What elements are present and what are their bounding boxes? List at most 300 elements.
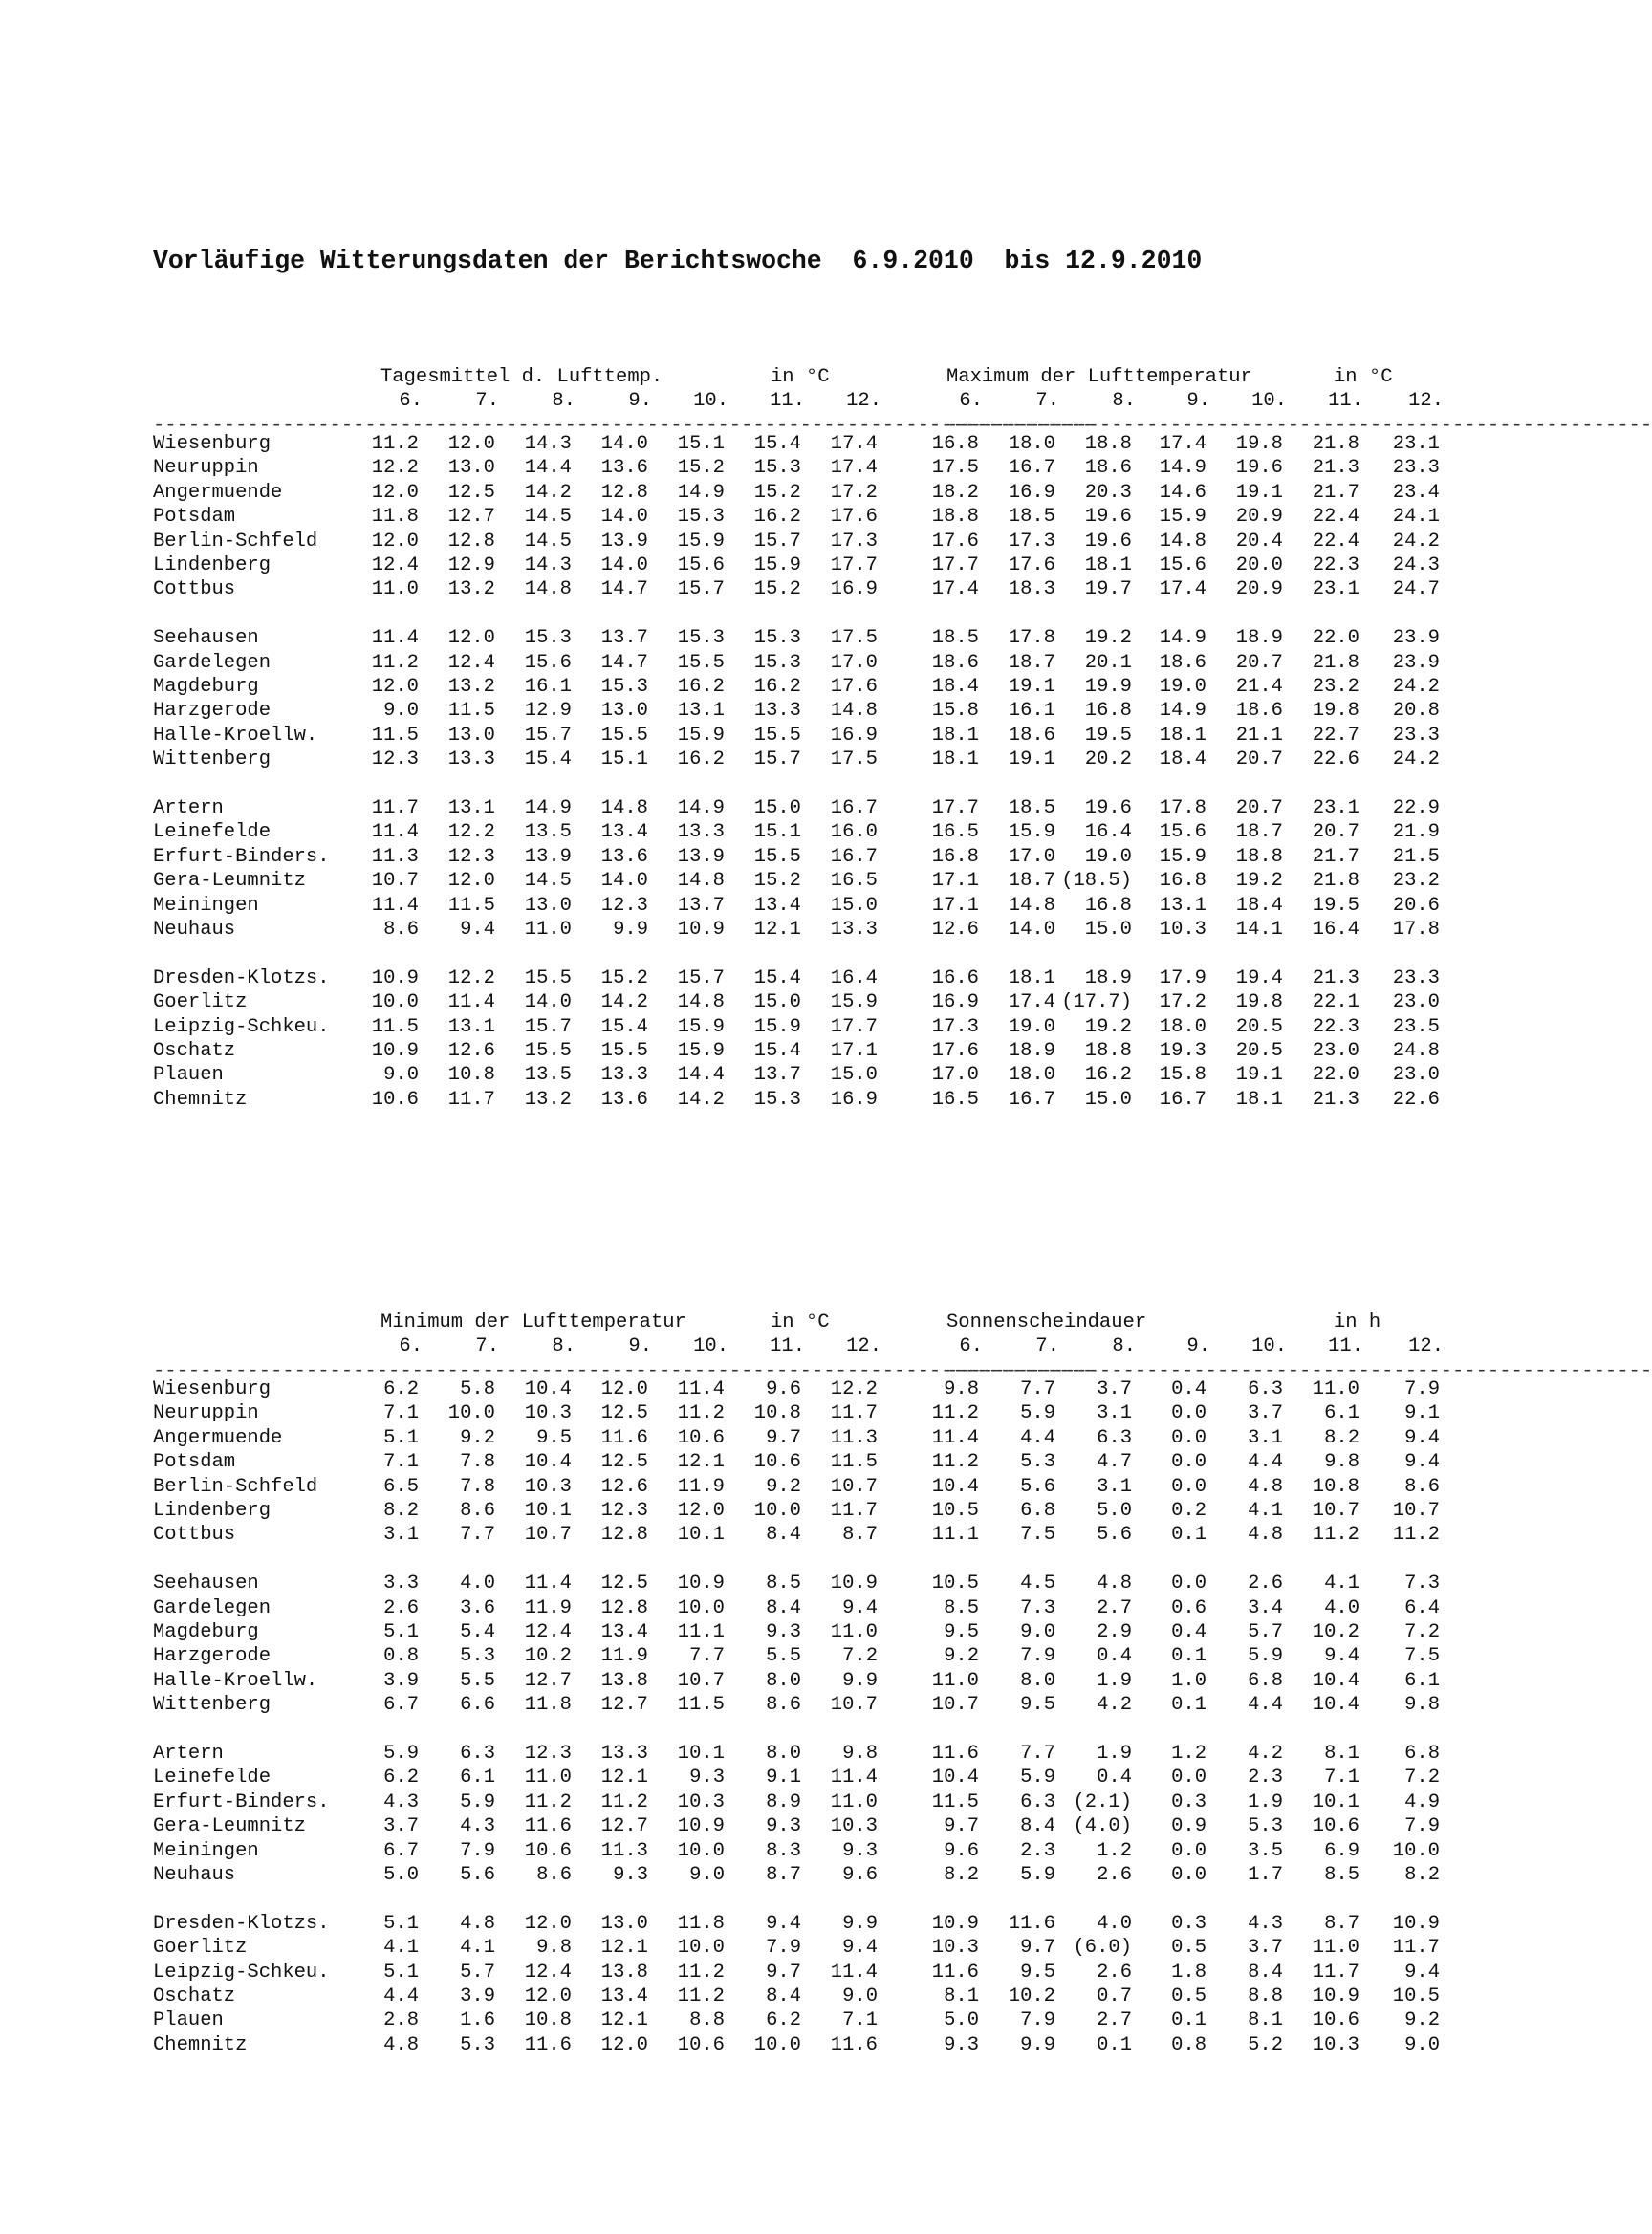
- value-cell-right: 3.1: [1248, 1426, 1283, 1449]
- section-title-left: Minimum der Lufttemperatur: [380, 1312, 686, 1334]
- value-cell-right: 18.3: [1008, 578, 1055, 601]
- value-cell-right: 4.0: [1324, 1596, 1359, 1619]
- value-cell-right: 0.1: [1171, 1645, 1206, 1668]
- value-cell-right: 10.4: [931, 1767, 979, 1789]
- value-cell-left: 15.0: [753, 991, 801, 1014]
- value-cell-right: 22.7: [1312, 724, 1359, 747]
- value-cell-right: 9.8: [1404, 1694, 1440, 1717]
- value-cell-right: 0.0: [1171, 1864, 1206, 1886]
- value-cell-left: 13.7: [600, 627, 648, 650]
- value-cell-right: 5.6: [1020, 1475, 1055, 1498]
- value-cell-right: 6.3: [1097, 1426, 1132, 1449]
- value-cell-right: 8.2: [1324, 1426, 1359, 1449]
- value-cell-left: 13.9: [677, 845, 725, 868]
- value-cell-right: 11.6: [931, 1743, 979, 1765]
- value-cell-right: 19.9: [1084, 676, 1132, 698]
- value-cell-right: 19.2: [1084, 1015, 1132, 1038]
- value-cell-left: 15.5: [524, 966, 572, 989]
- value-cell-right: 1.2: [1097, 1839, 1132, 1862]
- value-cell-right: 1.0: [1171, 1669, 1206, 1692]
- value-cell-left: 9.7: [766, 1426, 801, 1449]
- day-header-left: 10.: [693, 1335, 728, 1357]
- value-cell-left: 13.6: [600, 845, 648, 868]
- value-cell-left: 14.5: [524, 530, 572, 553]
- value-cell-left: 15.6: [677, 554, 725, 576]
- value-cell-right: 16.4: [1084, 821, 1132, 844]
- value-cell-left: 13.6: [600, 1088, 648, 1111]
- value-cell-left: 13.2: [447, 578, 495, 601]
- value-cell-left: 12.5: [600, 1572, 648, 1595]
- value-cell-left: 12.7: [447, 506, 495, 529]
- value-cell-right: 11.2: [1392, 1524, 1440, 1547]
- value-cell-left: 12.2: [371, 457, 419, 480]
- value-cell-right: 12.6: [931, 919, 979, 941]
- value-cell-left: 11.2: [371, 433, 419, 455]
- value-cell-left: 9.0: [842, 1985, 878, 2007]
- value-cell-left: 15.4: [753, 1040, 801, 1062]
- value-cell-left: 5.5: [460, 1669, 495, 1692]
- value-cell-right: 20.3: [1084, 481, 1132, 504]
- value-cell-right: 14.1: [1235, 919, 1283, 941]
- day-header-right: 7.: [1035, 1335, 1059, 1357]
- value-cell-left: 15.1: [600, 748, 648, 771]
- dash-rule-right: ------------------------------------------------------------: [946, 415, 1652, 437]
- value-cell-right: 4.4: [1020, 1426, 1055, 1449]
- value-cell-right: 2.6: [1097, 1961, 1132, 1984]
- value-cell-right: 19.5: [1312, 894, 1359, 917]
- value-cell-right: 17.4: [1159, 578, 1206, 601]
- value-cell-right: 7.2: [1404, 1767, 1440, 1789]
- value-cell-left: 9.0: [383, 1064, 419, 1087]
- value-cell-right: 1.9: [1248, 1790, 1283, 1813]
- value-cell-right: 11.6: [1008, 1912, 1055, 1935]
- value-cell-right: 23.1: [1312, 797, 1359, 819]
- value-cell-right: 10.2: [1312, 1621, 1359, 1643]
- value-cell-right: 0.4: [1171, 1378, 1206, 1400]
- value-cell-left: 13.1: [677, 700, 725, 723]
- value-cell-right: 0.3: [1171, 1790, 1206, 1813]
- value-cell-left: 14.8: [830, 700, 878, 723]
- value-cell-left: 6.1: [460, 1767, 495, 1789]
- value-cell-left: 17.2: [830, 481, 878, 504]
- value-cell-left: 5.9: [383, 1743, 419, 1765]
- value-cell-left: 13.3: [447, 748, 495, 771]
- value-cell-right: 15.8: [931, 700, 979, 723]
- section-unit-left: in °C: [771, 366, 830, 388]
- value-cell-right: 10.6: [1312, 2009, 1359, 2032]
- value-cell-left: 12.2: [830, 1378, 878, 1400]
- value-cell-right: 18.1: [1159, 724, 1206, 747]
- value-cell-right: 7.2: [1404, 1621, 1440, 1643]
- value-cell-right: 19.8: [1312, 700, 1359, 723]
- value-cell-left: 2.6: [383, 1596, 419, 1619]
- value-cell-left: 11.5: [830, 1451, 878, 1474]
- value-cell-left: 12.5: [447, 481, 495, 504]
- value-cell-right: 4.7: [1097, 1451, 1132, 1474]
- day-header-right: 11.: [1328, 390, 1363, 412]
- value-cell-right: 7.9: [1020, 1645, 1055, 1668]
- value-cell-right: 21.9: [1392, 821, 1440, 844]
- station-name: Wiesenburg: [153, 433, 272, 455]
- value-cell-right: (17.7): [1061, 991, 1132, 1014]
- value-cell-right: 8.7: [1324, 1912, 1359, 1935]
- value-cell-left: 13.0: [447, 457, 495, 480]
- value-cell-left: 11.5: [447, 894, 495, 917]
- station-name: Erfurt-Binders.: [153, 1790, 330, 1813]
- value-cell-left: 11.7: [371, 797, 419, 819]
- value-cell-right: 6.1: [1324, 1402, 1359, 1425]
- value-cell-right: (4.0): [1073, 1815, 1132, 1838]
- value-cell-left: 17.0: [830, 651, 878, 674]
- value-cell-right: 23.3: [1392, 724, 1440, 747]
- value-cell-left: 9.6: [766, 1378, 801, 1400]
- station-name: Chemnitz: [153, 2033, 248, 2056]
- value-cell-right: 9.9: [1020, 2033, 1055, 2056]
- value-cell-left: 13.0: [447, 724, 495, 747]
- value-cell-right: 22.0: [1312, 1064, 1359, 1087]
- value-cell-left: 9.3: [766, 1815, 801, 1838]
- value-cell-right: 15.9: [1159, 845, 1206, 868]
- station-name: Meiningen: [153, 1839, 259, 1862]
- value-cell-right: 16.4: [1312, 919, 1359, 941]
- value-cell-right: 7.1: [1324, 1767, 1359, 1789]
- value-cell-right: 10.4: [1312, 1694, 1359, 1717]
- value-cell-left: 15.1: [753, 821, 801, 844]
- value-cell-left: 5.3: [460, 1645, 495, 1668]
- value-cell-left: 14.8: [677, 991, 725, 1014]
- value-cell-left: 15.2: [753, 481, 801, 504]
- day-header-left: 8.: [552, 1335, 576, 1357]
- value-cell-right: 4.4: [1248, 1451, 1283, 1474]
- value-cell-left: 7.7: [460, 1524, 495, 1547]
- value-cell-left: 13.3: [753, 700, 801, 723]
- value-cell-right: 9.1: [1404, 1402, 1440, 1425]
- value-cell-right: 2.3: [1020, 1839, 1055, 1862]
- value-cell-right: 23.3: [1392, 966, 1440, 989]
- value-cell-right: 1.2: [1171, 1743, 1206, 1765]
- value-cell-right: 8.5: [1324, 1864, 1359, 1886]
- value-cell-right: 21.3: [1312, 1088, 1359, 1111]
- value-cell-left: 12.7: [600, 1694, 648, 1717]
- value-cell-left: 11.2: [371, 651, 419, 674]
- value-cell-right: 18.4: [931, 676, 979, 698]
- station-name: Neuhaus: [153, 919, 236, 941]
- value-cell-left: 10.0: [677, 1937, 725, 1960]
- value-cell-right: 7.9: [1404, 1378, 1440, 1400]
- value-cell-right: 18.0: [1159, 1015, 1206, 1038]
- value-cell-right: 16.9: [1008, 481, 1055, 504]
- value-cell-left: 17.5: [830, 748, 878, 771]
- value-cell-right: 19.2: [1084, 627, 1132, 650]
- value-cell-left: 15.9: [753, 1015, 801, 1038]
- value-cell-left: 11.3: [830, 1426, 878, 1449]
- value-cell-right: 3.1: [1097, 1475, 1132, 1498]
- value-cell-right: 3.7: [1248, 1937, 1283, 1960]
- value-cell-left: 8.7: [842, 1524, 878, 1547]
- station-name: Chemnitz: [153, 1088, 248, 1111]
- station-name: Magdeburg: [153, 1621, 259, 1643]
- value-cell-right: 16.8: [1084, 700, 1132, 723]
- value-cell-left: 12.1: [600, 1937, 648, 1960]
- value-cell-left: 16.2: [677, 676, 725, 698]
- day-header-left: 9.: [628, 390, 652, 412]
- value-cell-left: 11.4: [371, 627, 419, 650]
- value-cell-left: 8.4: [766, 1524, 801, 1547]
- value-cell-left: 4.4: [383, 1985, 419, 2007]
- value-cell-right: 3.5: [1248, 1839, 1283, 1862]
- value-cell-left: 15.5: [600, 724, 648, 747]
- value-cell-left: 12.9: [447, 554, 495, 576]
- value-cell-right: 8.2: [1404, 1864, 1440, 1886]
- value-cell-left: 15.2: [600, 966, 648, 989]
- value-cell-right: (2.1): [1073, 1790, 1132, 1813]
- value-cell-left: 9.4: [842, 1937, 878, 1960]
- value-cell-right: 5.9: [1020, 1767, 1055, 1789]
- value-cell-right: 9.2: [944, 1645, 979, 1668]
- value-cell-right: 16.7: [1008, 457, 1055, 480]
- value-cell-right: 19.5: [1084, 724, 1132, 747]
- value-cell-right: 21.3: [1312, 457, 1359, 480]
- value-cell-right: 2.3: [1248, 1767, 1283, 1789]
- value-cell-left: 11.4: [447, 991, 495, 1014]
- value-cell-right: 9.2: [1404, 2009, 1440, 2032]
- value-cell-left: 5.7: [460, 1961, 495, 1984]
- value-cell-right: 17.8: [1392, 919, 1440, 941]
- value-cell-right: 9.4: [1324, 1645, 1359, 1668]
- value-cell-right: 19.0: [1008, 1015, 1055, 1038]
- value-cell-right: 0.7: [1097, 1985, 1132, 2007]
- value-cell-right: 6.8: [1248, 1669, 1283, 1692]
- value-cell-left: 4.3: [383, 1790, 419, 1813]
- value-cell-left: 15.3: [524, 627, 572, 650]
- value-cell-left: 12.0: [371, 676, 419, 698]
- value-cell-left: 16.2: [677, 748, 725, 771]
- value-cell-right: 9.4: [1404, 1961, 1440, 1984]
- value-cell-right: 7.9: [1020, 2009, 1055, 2032]
- value-cell-right: 0.2: [1171, 1500, 1206, 1522]
- value-cell-right: 5.3: [1020, 1451, 1055, 1474]
- value-cell-left: 12.5: [600, 1451, 648, 1474]
- value-cell-left: 8.4: [766, 1596, 801, 1619]
- value-cell-right: 24.3: [1392, 554, 1440, 576]
- value-cell-right: 19.6: [1084, 530, 1132, 553]
- value-cell-right: 14.8: [1008, 894, 1055, 917]
- value-cell-right: 9.7: [1020, 1937, 1055, 1960]
- station-name: Seehausen: [153, 1572, 259, 1595]
- value-cell-right: 17.1: [931, 894, 979, 917]
- value-cell-left: 12.6: [447, 1040, 495, 1062]
- value-cell-right: 23.5: [1392, 1015, 1440, 1038]
- value-cell-left: 6.7: [383, 1839, 419, 1862]
- value-cell-right: 19.1: [1008, 676, 1055, 698]
- value-cell-left: 17.4: [830, 457, 878, 480]
- value-cell-left: 11.7: [830, 1500, 878, 1522]
- value-cell-left: 11.4: [830, 1961, 878, 1984]
- value-cell-left: 12.0: [524, 1985, 572, 2007]
- value-cell-left: 15.9: [677, 1040, 725, 1062]
- value-cell-left: 15.3: [677, 506, 725, 529]
- value-cell-left: 11.9: [524, 1596, 572, 1619]
- value-cell-right: 6.8: [1020, 1500, 1055, 1522]
- value-cell-left: 14.2: [677, 1088, 725, 1111]
- value-cell-right: 10.6: [1312, 1815, 1359, 1838]
- value-cell-left: 11.2: [677, 1985, 725, 2007]
- value-cell-left: 12.2: [447, 966, 495, 989]
- day-header-left: 11.: [770, 390, 805, 412]
- value-cell-right: 23.3: [1392, 457, 1440, 480]
- value-cell-right: 4.2: [1248, 1743, 1283, 1765]
- value-cell-right: 16.1: [1008, 700, 1055, 723]
- value-cell-left: 15.9: [677, 1015, 725, 1038]
- station-name: Lindenberg: [153, 554, 272, 576]
- value-cell-left: 10.7: [371, 870, 419, 893]
- value-cell-right: 18.6: [1008, 724, 1055, 747]
- value-cell-right: 5.9: [1020, 1402, 1055, 1425]
- value-cell-left: 4.0: [460, 1572, 495, 1595]
- station-name: Artern: [153, 1743, 224, 1765]
- value-cell-left: 10.9: [371, 1040, 419, 1062]
- value-cell-left: 16.1: [524, 676, 572, 698]
- value-cell-right: 15.0: [1084, 1088, 1132, 1111]
- dash-rule-left: --------------------------------------------------------------------------------: [153, 415, 1095, 437]
- value-cell-right: 19.1: [1235, 481, 1283, 504]
- day-header-right: 8.: [1112, 390, 1136, 412]
- value-cell-left: 5.1: [383, 1912, 419, 1935]
- value-cell-left: 6.2: [383, 1767, 419, 1789]
- value-cell-left: 1.6: [460, 2009, 495, 2032]
- value-cell-left: 17.7: [830, 554, 878, 576]
- value-cell-left: 16.7: [830, 797, 878, 819]
- value-cell-right: 17.3: [931, 1015, 979, 1038]
- value-cell-right: 17.5: [931, 457, 979, 480]
- value-cell-left: 14.8: [524, 578, 572, 601]
- value-cell-right: 18.9: [1008, 1040, 1055, 1062]
- value-cell-right: 9.4: [1404, 1426, 1440, 1449]
- value-cell-left: 14.9: [524, 797, 572, 819]
- value-cell-right: 18.2: [931, 481, 979, 504]
- value-cell-left: 12.4: [524, 1621, 572, 1643]
- day-header-right: 6.: [959, 390, 983, 412]
- value-cell-left: 10.8: [447, 1064, 495, 1087]
- station-name: Oschatz: [153, 1985, 236, 2007]
- value-cell-right: 22.9: [1392, 797, 1440, 819]
- value-cell-left: 11.6: [830, 2033, 878, 2056]
- value-cell-left: 13.4: [600, 821, 648, 844]
- value-cell-left: 12.7: [524, 1669, 572, 1692]
- day-header-left: 7.: [475, 390, 499, 412]
- value-cell-left: 3.9: [460, 1985, 495, 2007]
- value-cell-left: 8.8: [689, 2009, 725, 2032]
- value-cell-left: 11.8: [524, 1694, 572, 1717]
- value-cell-left: 9.0: [689, 1864, 725, 1886]
- station-name: Angermuende: [153, 481, 283, 504]
- value-cell-left: 8.7: [766, 1864, 801, 1886]
- value-cell-left: 13.7: [753, 1064, 801, 1087]
- value-cell-left: 12.1: [753, 919, 801, 941]
- value-cell-right: 9.4: [1404, 1451, 1440, 1474]
- day-header-right: 9.: [1186, 390, 1210, 412]
- value-cell-right: 22.0: [1312, 627, 1359, 650]
- value-cell-right: 19.1: [1008, 748, 1055, 771]
- value-cell-left: 5.6: [460, 1864, 495, 1886]
- value-cell-right: 4.9: [1404, 1790, 1440, 1813]
- day-header-right: 11.: [1328, 1335, 1363, 1357]
- value-cell-right: 17.7: [931, 797, 979, 819]
- value-cell-right: 18.6: [931, 651, 979, 674]
- value-cell-right: 23.2: [1392, 870, 1440, 893]
- value-cell-left: 15.3: [753, 627, 801, 650]
- value-cell-right: 20.0: [1235, 554, 1283, 576]
- value-cell-left: 15.6: [524, 651, 572, 674]
- value-cell-right: 7.7: [1020, 1743, 1055, 1765]
- value-cell-left: 15.7: [677, 966, 725, 989]
- value-cell-left: 14.2: [600, 991, 648, 1014]
- value-cell-right: 21.1: [1235, 724, 1283, 747]
- value-cell-right: 14.0: [1008, 919, 1055, 941]
- value-cell-left: 9.6: [842, 1864, 878, 1886]
- value-cell-right: 10.3: [1159, 919, 1206, 941]
- value-cell-right: 6.9: [1324, 1839, 1359, 1862]
- value-cell-left: 15.3: [753, 1088, 801, 1111]
- value-cell-left: 11.2: [524, 1790, 572, 1813]
- value-cell-right: 0.6: [1171, 1596, 1206, 1619]
- value-cell-right: 6.8: [1404, 1743, 1440, 1765]
- value-cell-left: 9.2: [460, 1426, 495, 1449]
- value-cell-right: 19.7: [1084, 578, 1132, 601]
- value-cell-left: 7.1: [383, 1451, 419, 1474]
- value-cell-left: 12.8: [447, 530, 495, 553]
- value-cell-right: 6.3: [1248, 1378, 1283, 1400]
- value-cell-right: 21.8: [1312, 433, 1359, 455]
- value-cell-left: 13.2: [447, 676, 495, 698]
- value-cell-right: 13.1: [1159, 894, 1206, 917]
- value-cell-left: 13.0: [524, 894, 572, 917]
- value-cell-left: 17.6: [830, 506, 878, 529]
- value-cell-right: 17.3: [1008, 530, 1055, 553]
- value-cell-left: 11.4: [524, 1572, 572, 1595]
- value-cell-left: 10.8: [524, 2009, 572, 2032]
- station-name: Harzgerode: [153, 1645, 272, 1668]
- value-cell-left: 10.6: [753, 1451, 801, 1474]
- value-cell-right: 4.2: [1097, 1694, 1132, 1717]
- value-cell-left: 12.0: [600, 2033, 648, 2056]
- value-cell-left: 12.5: [600, 1402, 648, 1425]
- value-cell-left: 10.3: [524, 1402, 572, 1425]
- value-cell-left: 14.8: [600, 797, 648, 819]
- value-cell-left: 8.0: [766, 1669, 801, 1692]
- value-cell-right: 24.2: [1392, 676, 1440, 698]
- value-cell-left: 12.8: [600, 481, 648, 504]
- value-cell-left: 13.9: [524, 845, 572, 868]
- value-cell-right: 18.9: [1084, 966, 1132, 989]
- value-cell-left: 9.8: [842, 1743, 878, 1765]
- station-name: Leipzig-Schkeu.: [153, 1961, 330, 1984]
- value-cell-left: 10.3: [830, 1815, 878, 1838]
- value-cell-right: 10.5: [1392, 1985, 1440, 2007]
- value-cell-left: 5.3: [460, 2033, 495, 2056]
- value-cell-right: 9.6: [944, 1839, 979, 1862]
- value-cell-left: 12.1: [600, 1767, 648, 1789]
- value-cell-left: 6.7: [383, 1694, 419, 1717]
- value-cell-left: 3.7: [383, 1815, 419, 1838]
- station-name: Goerlitz: [153, 1937, 248, 1960]
- value-cell-right: 16.7: [1159, 1088, 1206, 1111]
- value-cell-left: 11.0: [524, 1767, 572, 1789]
- value-cell-right: 19.4: [1235, 966, 1283, 989]
- day-header-right: 10.: [1251, 1335, 1287, 1357]
- value-cell-right: 5.3: [1248, 1815, 1283, 1838]
- value-cell-right: 21.3: [1312, 966, 1359, 989]
